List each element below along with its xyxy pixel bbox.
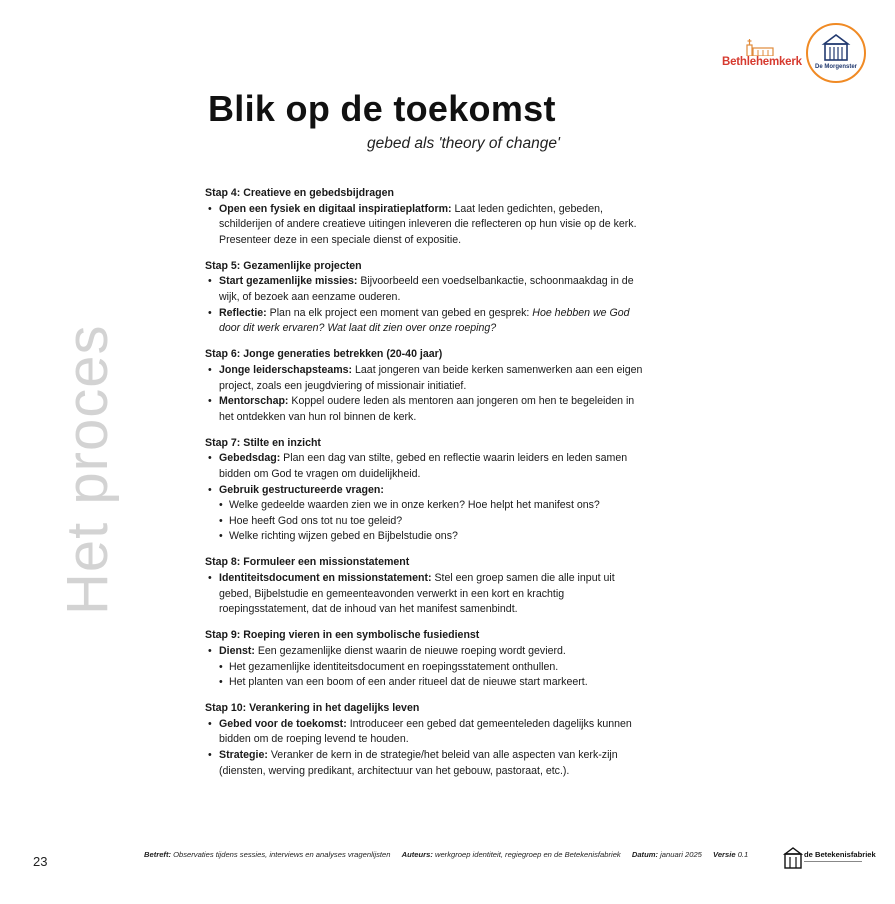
footer-versie-label: Versie <box>713 850 736 859</box>
bullet-item <box>205 306 645 337</box>
footer-betreft: Observaties tijdens sessies, interviews en analyses vragenlijsten <box>171 850 391 859</box>
page-number: 23 <box>33 854 48 869</box>
bullet-item <box>205 717 645 748</box>
step-heading: Stap 6: Jonge generaties betrekken (20-40 jaar) <box>205 348 443 361</box>
step-7 <box>205 436 645 545</box>
factory-icon <box>783 846 803 870</box>
bullet-text: Laat leden gedichten, gebeden, schilderijen of andere creatieve uitingen inleveren die reflecteren op hun visie op de kerk. Presenteer deze in een speciale dienst of expositie. <box>219 202 637 246</box>
footer-auteurs-label: Auteurs: <box>401 850 433 859</box>
bullet-label: Mentorschap: <box>219 395 289 408</box>
step-heading: Stap 5: Gezamenlijke projecten <box>205 259 362 272</box>
steps-content <box>205 186 645 790</box>
step-heading: Stap 4: Creatieve en gebedsbijdragen <box>205 187 394 199</box>
page-title: Blik op de toekomst <box>208 88 556 129</box>
bullet-text: Introduceer een gebed dat gemeenteleden dagelijks kunnen bidden om de roeping levend te houden. <box>219 717 632 746</box>
sub-bullet-item: • Welke gedeelde waarden zien we in onze kerken? Hoe helpt het manifest ons? <box>205 498 645 514</box>
church-tower-icon <box>744 38 778 56</box>
section-side-label: Het proces <box>55 324 120 615</box>
bullet-question: Hoe hebben we God door dit werk ervaren? Wat laat dit zien over onze roeping? <box>219 306 630 335</box>
bullet-text: Een gezamenlijke dienst waarin de nieuwe roeping wordt gevierd. <box>254 644 566 657</box>
logo-divider <box>804 861 862 862</box>
bullet-item <box>205 571 645 618</box>
bullet-label: Gebruik gestructureerde vragen: <box>219 483 384 496</box>
step-heading: Stap 8: Formuleer een missionstatement <box>205 556 410 569</box>
bullet-label: Gebedsdag: <box>219 452 281 465</box>
bullet-label: Jonge leiderschapsteams: <box>219 363 353 376</box>
bullet-item <box>205 748 645 779</box>
morgenster-logo <box>806 23 866 83</box>
footer-versie: 0.1 <box>735 850 749 859</box>
step-9 <box>205 628 645 690</box>
footer-betreft-label: Betreft: <box>144 850 172 859</box>
bullet-label: Gebed voor de toekomst: <box>219 717 347 730</box>
betekenisfabriek-logo <box>783 846 876 872</box>
bullet-text: Stel een groep samen die alle input uit gebed, Bijbelstudie en gemeenteavonden verwerkt in een kort en krachtig roepingsstatement, dat de inhoud van het manifest samenbindt. <box>219 572 615 616</box>
step-heading: Stap 9: Roeping vieren in een symbolische fusiedienst <box>205 629 480 642</box>
bullet-text: Koppel oudere leden als mentoren aan jongeren om hen te begeleiden in het ontdekken van hun rol binnen de kerk. <box>219 395 635 423</box>
footer-meta <box>144 850 748 859</box>
step-heading: Stap 7: Stilte en inzicht <box>205 436 321 449</box>
step-8 <box>205 555 645 617</box>
bullet-label: Identiteitsdocument en missionstatement: <box>219 572 432 585</box>
bullet-text: Veranker de kern in de strategie/het beleid van alle aspecten van kerk-zijn (diensten, werving predikant, architectuur van het gebouw, pastoraat, etc.). <box>219 749 618 777</box>
betekenisfabriek-logo-text: de Betekenisfabriek <box>804 850 876 859</box>
bullet-label: Strategie: <box>219 749 268 761</box>
bullet-label: Open een fysiek en digitaal inspiratieplatform: <box>219 202 452 215</box>
bullet-text: Laat jongeren van beide kerken samenwerken aan een eigen project, zoals een jeugdviering of missionair initiatief. <box>219 363 643 392</box>
bethlehemkerk-logo-text: Bethlehemkerk <box>722 56 802 68</box>
bullet-item <box>205 363 645 394</box>
bethlehemkerk-logo <box>722 38 804 72</box>
page-subtitle: gebed als 'theory of change' <box>367 135 560 152</box>
bullet-text: Plan een dag van stilte, gebed en reflectie waarin leiders en leden samen bidden om God te vragen om duidelijkheid. <box>219 452 628 480</box>
step-10 <box>205 701 645 779</box>
footer-datum: januari 2025 <box>658 850 702 859</box>
bullet-text: Plan na elk project een moment van gebed en gesprek: <box>266 306 533 319</box>
bullet-item <box>205 394 645 425</box>
footer-auteurs: werkgroep identiteit, regiegroep en de Betekenisfabriek <box>432 850 621 859</box>
bullet-item <box>205 451 645 482</box>
sub-bullet-item: • Het gezamenlijke identiteitsdocument en roepingsstatement onthullen. <box>205 660 645 676</box>
step-6 <box>205 347 645 425</box>
step-5 <box>205 259 645 337</box>
bullet-label: Dienst: <box>219 644 255 657</box>
bullet-item <box>205 644 645 660</box>
sub-bullet-item: • Hoe heeft God ons tot nu toe geleid? <box>205 514 645 530</box>
step-4 <box>205 186 645 248</box>
footer-datum-label: Datum: <box>631 850 658 859</box>
morgenster-logo-text: De Morgenster <box>814 64 857 70</box>
sub-bullet-item: • Welke richting wijzen gebed en Bijbelstudie ons? <box>205 529 645 545</box>
bullet-label: Reflectie: <box>219 306 267 319</box>
step-heading: Stap 10: Verankering in het dagelijks leven <box>205 702 420 715</box>
bullet-item <box>205 274 645 305</box>
bullet-item <box>205 202 645 249</box>
church-building-icon <box>820 32 852 62</box>
bullet-label: Start gezamenlijke missies: <box>219 275 358 288</box>
sub-bullet-item: • Het planten van een boom of een ander ritueel dat de nieuwe start markeert. <box>205 675 645 691</box>
bullet-item <box>205 483 645 499</box>
bullet-text: Bijvoorbeeld een voedselbankactie, schoonmaakdag in de wijk, of bezoek aan eenzame ouderen. <box>219 275 634 304</box>
